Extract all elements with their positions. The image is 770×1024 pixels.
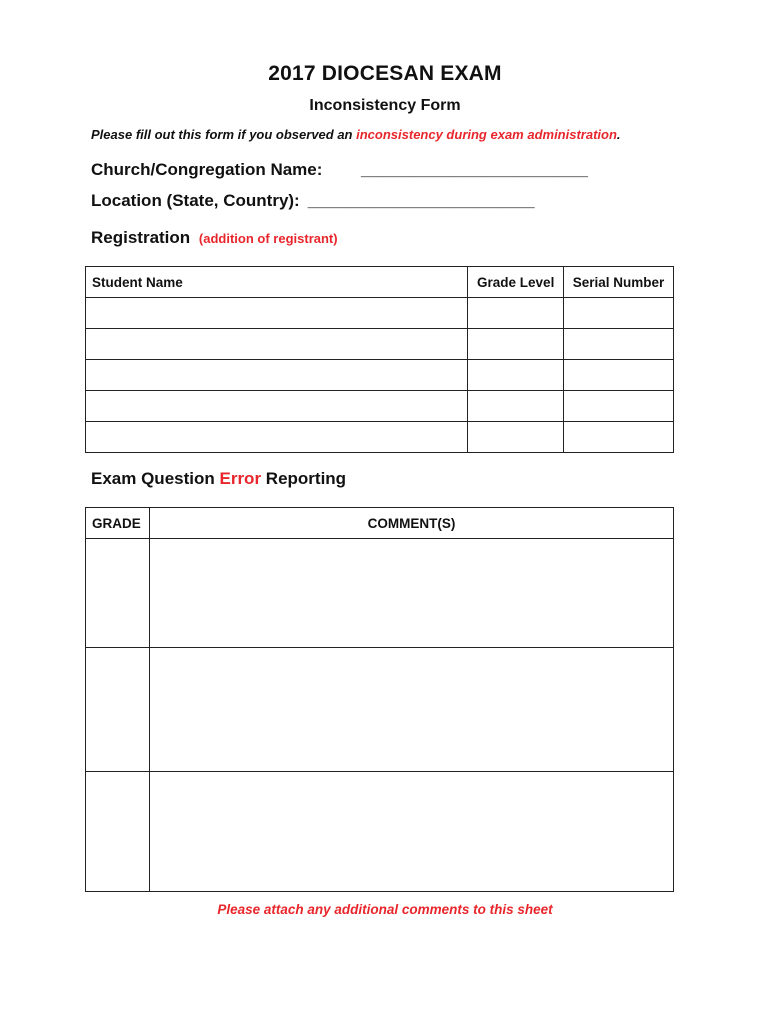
table-row (86, 539, 674, 648)
table-row (86, 391, 674, 422)
grade-level-cell[interactable] (468, 360, 564, 391)
student-name-cell[interactable] (86, 329, 468, 360)
exam-error-title-prefix: Exam Question (91, 469, 220, 488)
table-row (86, 360, 674, 391)
grade-level-cell[interactable] (468, 391, 564, 422)
table-row (86, 648, 674, 772)
form-instruction (91, 127, 621, 142)
student-name-cell[interactable] (86, 360, 468, 391)
church-name-field (91, 160, 588, 180)
registration-heading (91, 228, 338, 248)
instruction-highlight: inconsistency during exam administration (356, 127, 617, 142)
location-label: Location (State, Country): (91, 191, 300, 210)
grade-cell[interactable] (86, 772, 150, 892)
location-field (91, 191, 535, 211)
serial-number-cell[interactable] (564, 360, 674, 391)
grade-cell[interactable] (86, 539, 150, 648)
location-blank[interactable]: ________________________ (307, 191, 535, 210)
church-name-label: Church/Congregation Name: (91, 160, 323, 179)
student-name-cell[interactable] (86, 391, 468, 422)
grade-level-header: Grade Level (468, 267, 564, 298)
church-name-blank[interactable]: ________________________ (361, 160, 588, 179)
instruction-prefix: Please fill out this form if you observed an (91, 127, 357, 142)
instruction-suffix: . (616, 127, 621, 142)
table-row (86, 298, 674, 329)
registration-title: Registration (91, 228, 191, 247)
student-name-header: Student Name (86, 267, 468, 298)
exam-error-table (85, 507, 674, 892)
comments-header: COMMENT(S) (149, 508, 673, 539)
registration-table (85, 266, 674, 453)
grade-cell[interactable] (86, 648, 150, 772)
serial-number-cell[interactable] (564, 391, 674, 422)
registration-note: (addition of registrant) (198, 231, 338, 246)
page-subtitle: Inconsistency Form (309, 97, 461, 114)
table-row (86, 329, 674, 360)
exam-error-heading (91, 469, 346, 489)
footer-note: Please attach any additional comments to this sheet (217, 902, 553, 917)
page-title: 2017 DIOCESAN EXAM (268, 62, 502, 85)
exam-error-header-row (86, 508, 674, 539)
grade-level-cell[interactable] (468, 298, 564, 329)
table-row (86, 422, 674, 453)
serial-number-cell[interactable] (564, 298, 674, 329)
grade-header: GRADE (86, 508, 150, 539)
comment-cell[interactable] (149, 772, 673, 892)
student-name-cell[interactable] (86, 298, 468, 329)
grade-level-cell[interactable] (468, 422, 564, 453)
registration-header-row (86, 267, 674, 298)
serial-number-cell[interactable] (564, 422, 674, 453)
serial-number-header: Serial Number (564, 267, 674, 298)
comment-cell[interactable] (149, 648, 673, 772)
exam-error-title-highlight: Error (219, 469, 262, 488)
student-name-cell[interactable] (86, 422, 468, 453)
grade-level-cell[interactable] (468, 329, 564, 360)
serial-number-cell[interactable] (564, 329, 674, 360)
exam-error-title-suffix: Reporting (261, 469, 347, 488)
table-row (86, 772, 674, 892)
comment-cell[interactable] (149, 539, 673, 648)
